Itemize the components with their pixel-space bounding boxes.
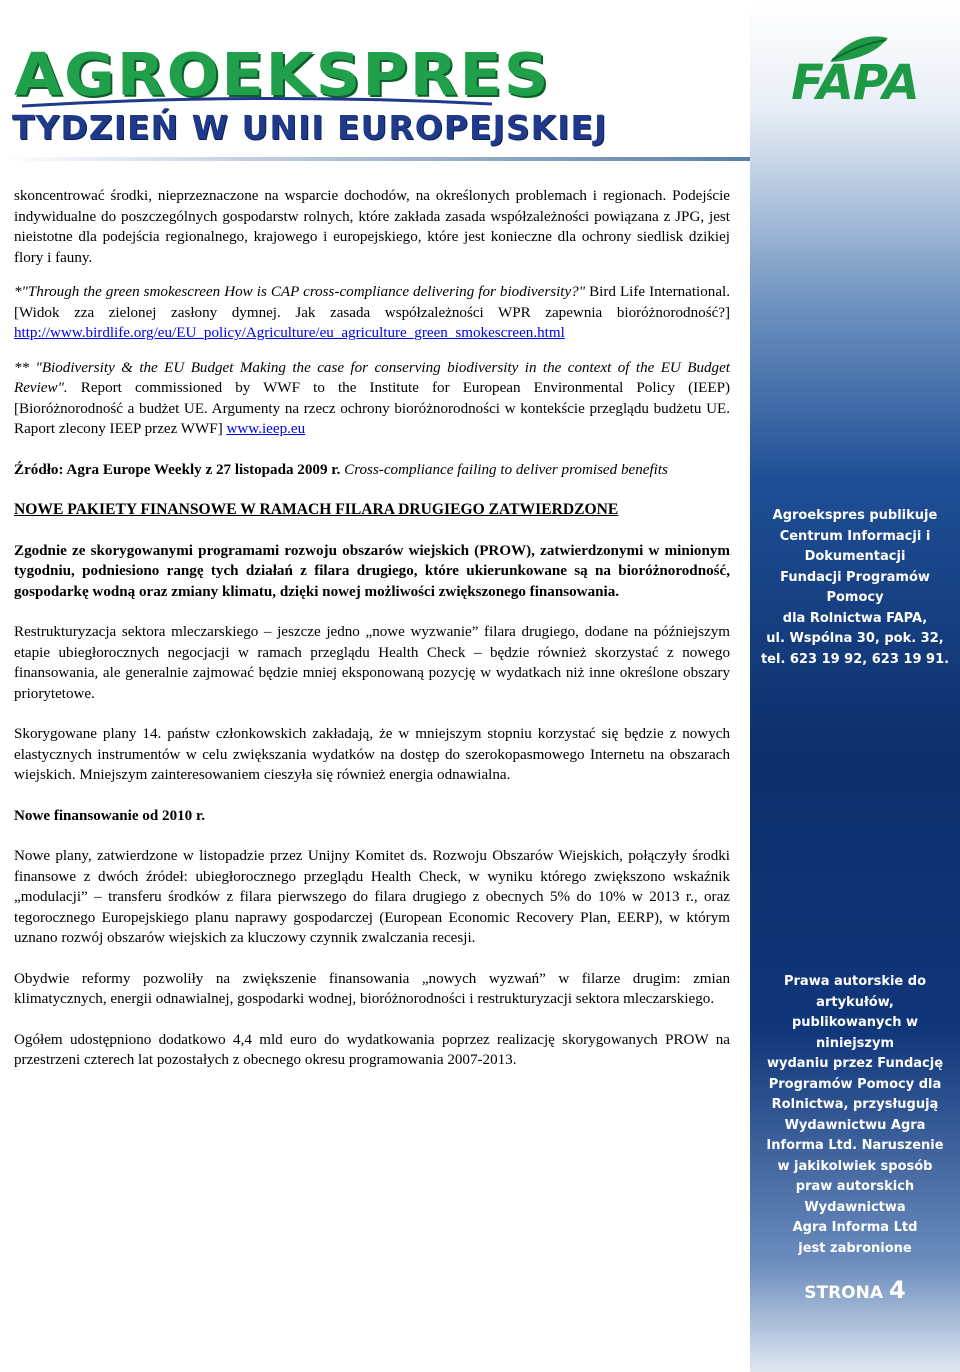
paragraph: skoncentrować środki, nieprzeznaczone na wsparcie dochodów, na określonych problemach i regionach. Podejście indywidualne do poszczególnych gospodarstw rolnych, które zakłada zasada współzależności powiązana z JPG, jest nieistotne dla podejścia regionalnego, krajowego i europejskiego, które jest konieczne dla ochrony siedlisk dzikiej flory i fauny.: [14, 188, 730, 266]
sidebar-copyright-line: Wydawnictwu Agra: [784, 1117, 926, 1133]
paragraph: Skorygowane plany 14. państw członkowskich zakładają, że w mniejszym stopniu korzystać się będzie z nowych elastycznych instrumentów w celu zwiększania wydatków na dostęp do szerokopasmowego Internetu na obszarach wiejskich. Mniejszym zainteresowaniem cieszyła się również energia odnawialna.: [14, 726, 730, 783]
ieep-link[interactable]: www.ieep.eu: [226, 421, 306, 437]
paragraph: Nowe plany, zatwierdzone w listopadzie przez Unijny Komitet ds. Rozwoju Obszarów Wiejskich, połączyły środki finansowe z dwóch źródeł: ubiegłorocznego przeglądu Health Check, w wyniku którego zwiększono wskaźnik „modulacji” – transferu środków z filara pierwszego do filara drugiego z obecnych 5% do 10% w 2013 r., oraz tegorocznego Europejskiego planu naprawy gospodarczej (European Economic Recovery Plan, EERP), w którym uznano rozwój obszarów wiejskich za kluczowy czynnik zwalczania recesji.: [14, 848, 730, 946]
page-number: 4: [889, 1276, 906, 1304]
reference-1: [14, 282, 730, 344]
sidebar-info-line: Agroekspres publikuje: [772, 508, 938, 523]
sidebar-copyright: [760, 972, 950, 1259]
birdlife-link[interactable]: http://www.birdlife.org/eu/EU_policy/Agriculture/eu_agriculture_green_smokescreen.html: [14, 325, 565, 341]
agroekspres-logo-subtitle: TYDZIEŃ W UNII EUROPEJSKIEJ: [12, 108, 608, 147]
sidebar-copyright-line: publikowanych w niniejszym: [791, 1015, 918, 1051]
sidebar-publisher-info: [760, 506, 950, 670]
section-subhead: Nowe finansowanie od 2010 r.: [14, 807, 206, 824]
reference-text: Report commissioned by WWF to the Institute for European Environmental Policy (IEEP) [Bioróżnorodność a budżet UE. Argumenty na rzecz ochrony bioróżnorodności w kontekście przeglądu budżetu UE. Raport zlecony IEEP przez WWF]: [14, 380, 730, 437]
sidebar-copyright-line: Agra Informa Ltd: [792, 1220, 918, 1235]
sidebar-copyright-line: Informa Ltd. Naruszenie: [766, 1138, 944, 1153]
header-divider: [0, 157, 750, 161]
sidebar-info-line: ul. Wspólna 30, pok. 32,: [766, 631, 944, 646]
article-headline: NOWE PAKIETY FINANSOWE W RAMACH FILARA DRUGIEGO ZATWIERDZONE: [14, 501, 619, 518]
paragraph: Restrukturyzacja sektora mleczarskiego – jeszcze jedno „nowe wyzwanie” filara drugiego, dodane na późniejszym etapie ubiegłorocznych negocjacji w ramach przeglądu Health Check – będzie również skorzystać z nowego finansowania, ale generalnie zajmować będzie mniej eksponowaną pozycję w wydatkach niż inne określone obszary priorytetowe.: [14, 624, 730, 702]
sidebar-info-line: Centrum Informacji i Dokumentacji: [779, 528, 931, 564]
sidebar-copyright-line: w jakikolwiek sposób: [777, 1158, 933, 1174]
sidebar-copyright-line: praw autorskich Wydawnictwa: [795, 1179, 915, 1215]
reference-text: Bird Life International. [Widok zza zielonej zasłony dymnej. Jak zasada współzależności WPR zapewnia bioróżnorodność?]: [14, 284, 730, 321]
sidebar-copyright-line: Prawa autorskie do artykułów,: [783, 974, 927, 1010]
sidebar-info-line: Fundacji Programów Pomocy: [780, 569, 930, 605]
source-line: [14, 460, 730, 481]
page-header: [0, 0, 750, 165]
sidebar-copyright-line: wydaniu przez Fundację: [766, 1056, 944, 1071]
sidebar-info-line: dla Rolnictwa FAPA,: [782, 610, 928, 626]
source-label: Źródło: Agra Europe Weekly z 27 listopada 2009 r.: [14, 461, 341, 478]
reference-2: [14, 358, 730, 440]
sidebar-copyright-line: Programów Pomocy dla: [768, 1076, 942, 1092]
article-body: [14, 186, 730, 1071]
fapa-logo: FAPA: [791, 55, 919, 111]
source-title: Cross-compliance failing to deliver promised benefits: [340, 461, 668, 478]
page-number-box: [760, 1276, 950, 1304]
paragraph: Obydwie reformy pozwoliły na zwiększenie finansowania „nowych wyzwań” w filarze drugim: zmian klimatycznych, energii odnawialnej, gospodarki wodnej, bioróżnorodności i restrukturyzacji sektora mleczarskiego.: [14, 970, 730, 1007]
reference-title: ** "Biodiversity & the EU Budget Making the case for conserving biodiversity in the context of the EU Budget Review".: [14, 359, 730, 396]
sidebar-copyright-line: Rolnictwa, przysługują: [771, 1097, 939, 1112]
article-lead: Zgodnie ze skorygowanymi programami rozwoju obszarów wiejskich (PROW), zatwierdzonymi w minionym tygodniu, podniesiono rangę tych działań z filara drugiego, które ukierunkowane są na bioróżnorodność, gospodarkę wodną oraz zmiany klimatu, dzięki nowej możliwości zwiększonego finansowania.: [14, 542, 730, 600]
sidebar-info-line: tel. 623 19 92, 623 19 91.: [760, 651, 950, 667]
reference-title: *"Through the green smokescreen How is CAP cross-compliance delivering for biodiversity?": [14, 284, 586, 300]
agroekspres-logo-title: AGROEKSPRES: [14, 40, 551, 110]
sidebar-copyright-line: jest zabronione: [798, 1240, 912, 1256]
page-label: STRONA: [804, 1283, 884, 1303]
paragraph: Ogółem udostępniono dodatkowo 4,4 mld euro do wydatkowania poprzez realizację skorygowanych PROW na przestrzeni czterech lat pozostałych z obecnego okresu programowania 2007-2013.: [14, 1031, 730, 1068]
